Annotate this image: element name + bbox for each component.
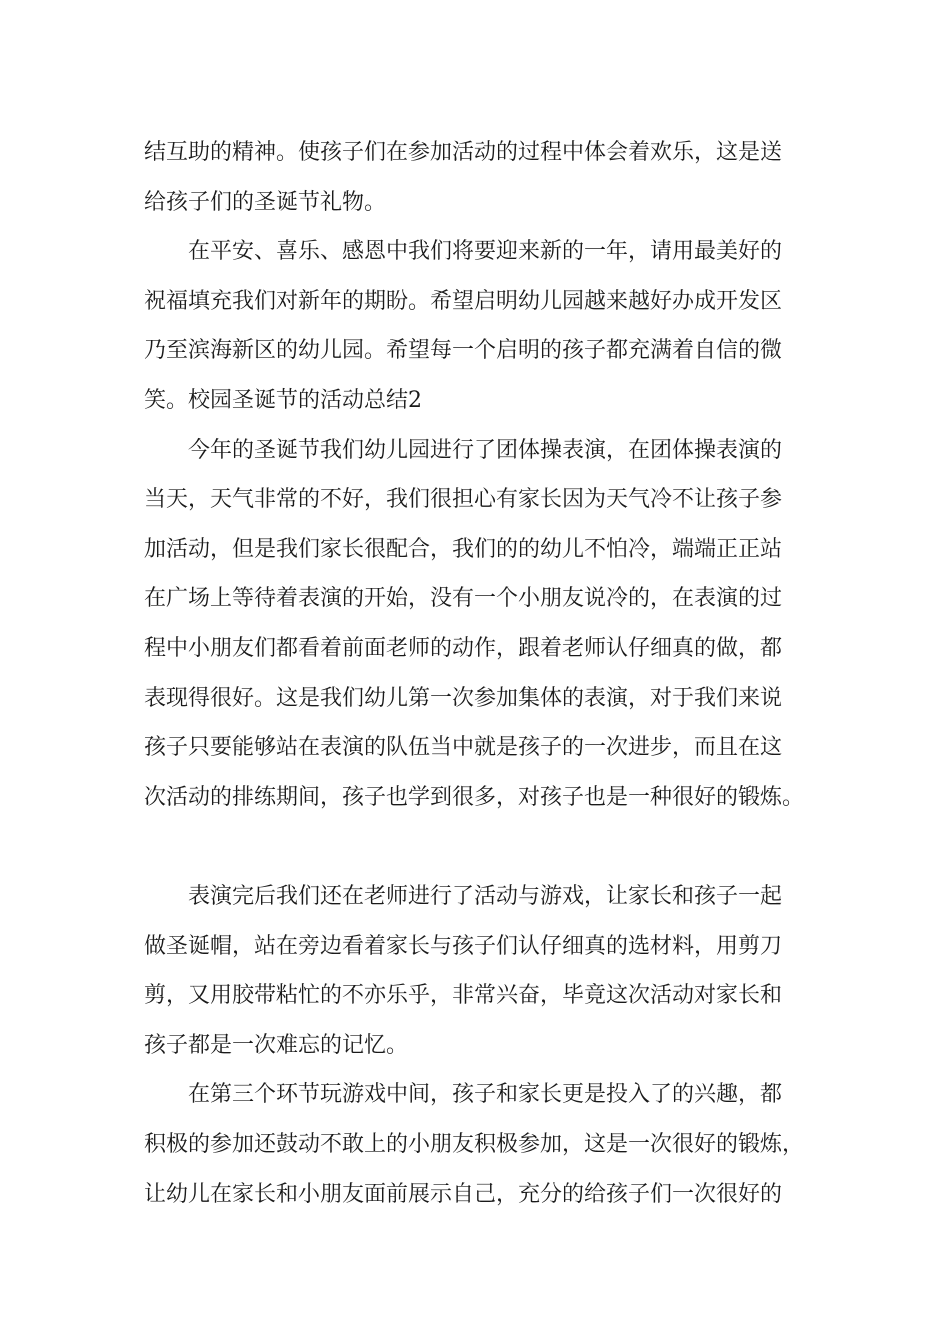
text-line: 在平安、喜乐、感恩中我们将要迎来新的一年，请用最美好的 [188,239,783,265]
text-line: 次活动的排练期间，孩子也学到很多，对孩子也是一种很好的锻炼。 [144,784,805,810]
text-line: 做圣诞帽，站在旁边看着家长与孩子们认仔细真的选材料，用剪刀 [144,933,783,959]
text-line: 孩子只要能够站在表演的队伍当中就是孩子的一次进步，而且在这 [144,735,783,761]
text-line: 程中小朋友们都看着前面老师的动作，跟着老师认仔细真的做，都 [144,635,783,661]
text-line: 剪，又用胶带粘忙的不亦乐乎，非常兴奋，毕竟这次活动对家长和 [144,983,783,1009]
text-line: 祝福填充我们对新年的期盼。希望启明幼儿园越来越好办成开发区 [144,288,783,314]
text-section-2 [144,872,806,1219]
text-line: 表现得很好。这是我们幼儿第一次参加集体的表演，对于我们来说 [144,685,783,711]
text-line: 孩子都是一次难忘的记忆。 [144,1032,409,1058]
text-line: 当天，天气非常的不好，我们很担心有家长因为天气冷不让孩子参 [144,487,783,513]
text-line: 表演完后我们还在老师进行了活动与游戏，让家长和孩子一起 [188,884,783,909]
text-line: 加活动，但是我们家长很配合，我们的的幼儿不怕冷，端端正正站 [144,536,783,562]
paragraph-performance [144,426,806,823]
text-line: 给孩子们的圣诞节礼物。 [144,189,387,215]
text-line: 在广场上等待着表演的开始，没有一个小朋友说冷的，在表演的过 [144,586,783,612]
text-line: 结互助的精神。使孩子们在参加活动的过程中体会着欢乐，这是送 [144,140,783,165]
text-line: 笑。校园圣诞节的活动总结2 [144,387,422,413]
text-line: 积极的参加还鼓动不敢上的小朋友积极参加，这是一次很好的锻炼， [144,1131,805,1157]
text-line: 让幼儿在家长和小朋友面前展示自己，充分的给孩子们一次很好的 [144,1181,783,1207]
paragraph-new-year-wishes [144,227,806,425]
text-line: 今年的圣诞节我们幼儿园进行了团体操表演，在团体操表演的 [188,437,783,463]
text-line: 在第三个环节玩游戏中间，孩子和家长更是投入了的兴趣，都 [188,1082,783,1108]
text-line: 乃至滨海新区的幼儿园。希望每一个启明的孩子都充满着自信的微 [144,338,783,364]
paragraph-continuation [144,128,806,227]
text-section-1 [144,128,806,822]
paragraph-third-session [144,1070,806,1219]
paragraph-activities-games [144,872,806,1070]
